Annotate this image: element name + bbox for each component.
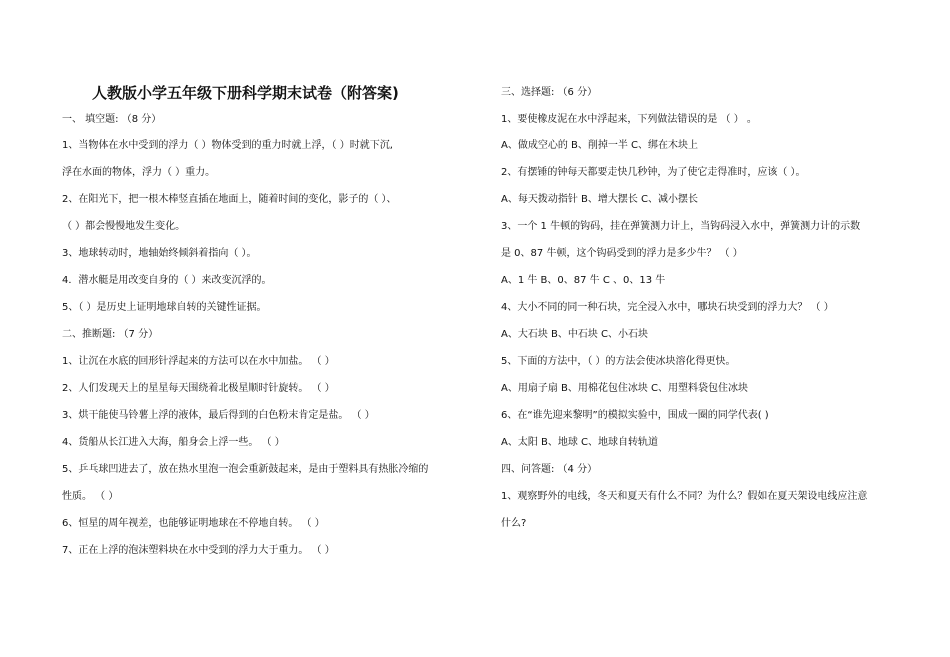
option-line: A、每天拨动指针 B、增大摆长 C、减小摆长 <box>501 194 699 205</box>
question-line: （ ）都会慢慢地发生变化。 <box>62 221 186 232</box>
page-title: 人教版小学五年级下册科学期末试卷（附答案) <box>92 84 399 102</box>
question-line: 6、在“谁先迎来黎明”的模拟实验中，围成一圈的同学代表( ) <box>501 410 769 421</box>
question-line: 1、当物体在水中受到的浮力（ ）物体受到的重力时就上浮，（ ）时就下沉, <box>62 140 393 151</box>
question-line: 1、要使橡皮泥在水中浮起来，下列做法错误的是 （ ） 。 <box>501 114 757 125</box>
question-line: 4、大小不同的同一种石块，完全浸入水中，哪块石块受到的浮力大？ （ ） <box>501 302 834 313</box>
option-line: A、大石块 B、中石块 C、小石块 <box>501 329 649 340</box>
section-heading-judgment: 二、推断题: （7 分） <box>62 329 159 340</box>
question-line: 5、（ ）是历史上证明地球自转的关键性证据。 <box>62 302 267 313</box>
section-heading-choice: 三、选择题: （6 分） <box>501 87 598 98</box>
question-line: 1、让沉在水底的回形针浮起来的方法可以在水中加盐。 （ ） <box>62 356 335 367</box>
question-line: 浮在水面的物体，浮力（ ）重力。 <box>62 167 216 178</box>
question-line: 1、观察野外的电线，冬天和夏天有什么不同？为什么？假如在夏天架设电线应注意 <box>501 491 868 502</box>
question-line: 是 0、87 牛顿，这个钩码受到的浮力是多少牛？ （ ） <box>501 248 743 259</box>
section-heading-fill-blank: 一、 填空题: （8 分） <box>62 114 162 125</box>
question-line: 7、正在上浮的泡沫塑料块在水中受到的浮力大于重力。 （ ） <box>62 545 335 556</box>
question-line: 3、烘干能使马铃薯上浮的液体，最后得到的白色粉末肯定是盐。 （ ） <box>62 410 375 421</box>
question-line: 5、下面的方法中，（ ）的方法会使冰块溶化得更快。 <box>501 356 736 367</box>
option-line: A、做成空心的 B、削掉一半 C、绑在木块上 <box>501 140 699 151</box>
question-line: 什么? <box>501 518 527 529</box>
question-line: 3、地球转动时，地轴始终倾斜着指向（ ）。 <box>62 248 257 259</box>
option-line: A、1 牛 B、0、87 牛 C 、0、13 牛 <box>501 275 666 286</box>
option-line: A、太阳 B、地球 C、地球自转轨道 <box>501 437 659 448</box>
question-line: 2、有摆锤的钟每天都要走快几秒钟，为了使它走得准时，应该（ ）。 <box>501 167 806 178</box>
question-line: 4．潜水艇是用改变自身的（ ）来改变沉浮的。 <box>62 275 272 286</box>
question-line: 2、人们发现天上的星星每天围绕着北极星顺时针旋转。 （ ） <box>62 383 335 394</box>
question-line: 6、恒星的周年视差，也能够证明地球在不停地自转。 （ ） <box>62 518 325 529</box>
question-line: 性质。 （ ） <box>62 491 119 502</box>
question-line: 2、在阳光下，把一根木棒竖直插在地面上，随着时间的变化，影子的（ ）、 <box>62 194 397 205</box>
question-line: 5、乒乓球凹进去了，放在热水里泡一泡会重新鼓起来，是由于塑料具有热胀冷缩的 <box>62 464 429 475</box>
question-line: 4、货船从长江进入大海，船身会上浮一些。 （ ） <box>62 437 285 448</box>
question-line: 3、一个 1 牛顿的钩码，挂在弹簧测力计上，当钩码浸入水中，弹簧测力计的示数 <box>501 221 861 232</box>
section-heading-qa: 四、问答题: （4 分） <box>501 464 598 475</box>
option-line: A、用扇子扇 B、用棉花包住冰块 C、用塑料袋包住冰块 <box>501 383 749 394</box>
